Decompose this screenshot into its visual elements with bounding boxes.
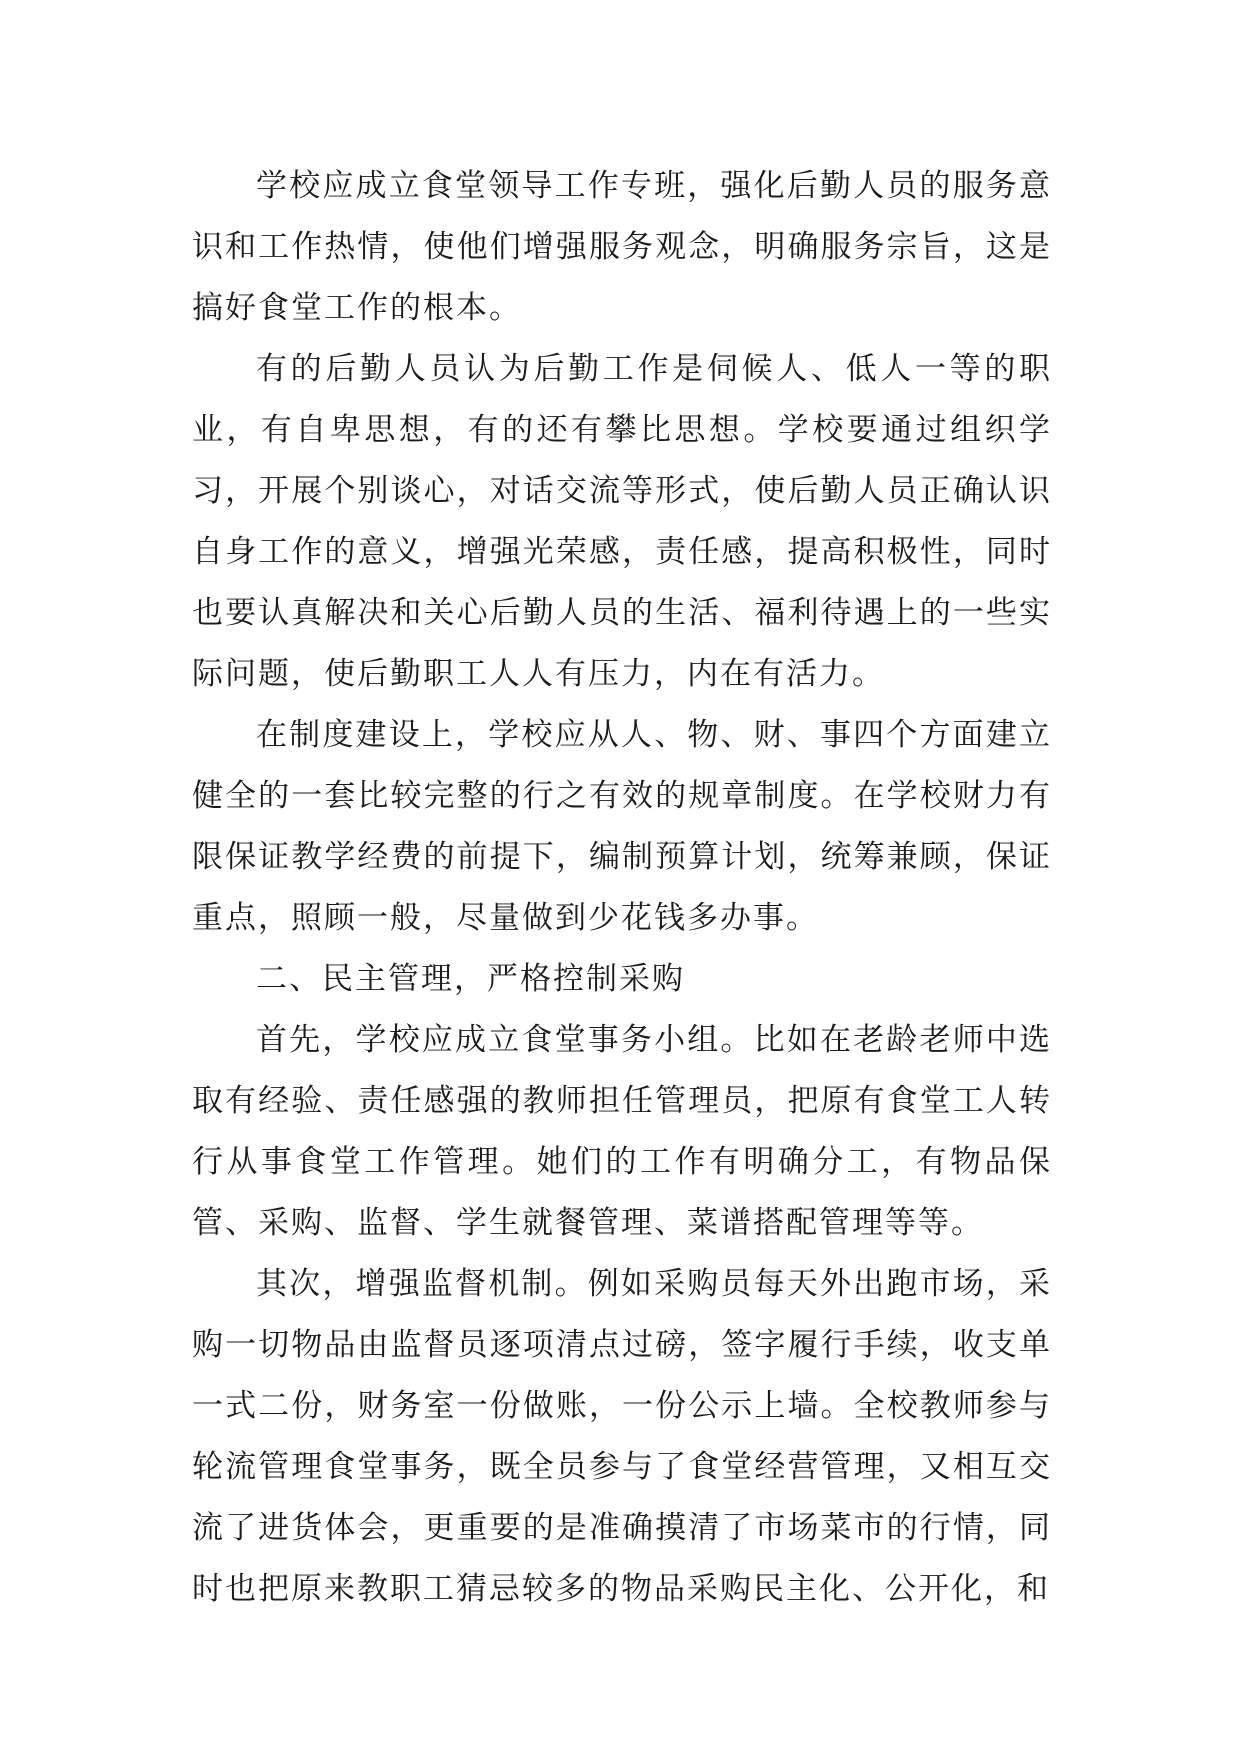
paragraph-system-building: 在制度建设上，学校应从人、物、财、事四个方面建立健全的一套比较完整的行之有效的规章制度。在学校财力有限保证教学经费的前提下，编制预算计划，统筹兼顾，保证重点，照顾一般，尽量做到少花钱多办事。	[192, 717, 1052, 936]
document-body	[192, 156, 1052, 1620]
section-heading-democratic-management: 二、民主管理，严格控制采购	[256, 961, 685, 997]
paragraph-affairs-group: 首先，学校应成立食堂事务小组。比如在老龄老师中选取有经验、责任感强的教师担任管理员，把原有食堂工人转行从事食堂工作管理。她们的工作有明确分工，有物品保管、采购、监督、学生就餐管理、菜谱搭配管理等等。	[192, 1022, 1052, 1241]
paragraph-supervision-mechanism: 其次，增强监督机制。例如采购员每天外出跑市场，采购一切物品由监督员逐项清点过磅，签字履行手续，收支单一式二份，财务室一份做账，一份公示上墙。全校教师参与轮流管理食堂事务，既全员参与了食堂经营管理，又相互交流了进货体会，更重要的是准确摸清了市场菜市的行情，同时也把原来教职工猜忌较多的物品采购民主化、公开化，和	[192, 1266, 1052, 1607]
paragraph-canteen-leadership: 学校应成立食堂领导工作专班，强化后勤人员的服务意识和工作热情，使他们增强服务观念，明确服务宗旨，这是搞好食堂工作的根本。	[192, 168, 1052, 326]
paragraph-staff-attitude: 有的后勤人员认为后勤工作是伺候人、低人一等的职业，有自卑思想，有的还有攀比思想。学校要通过组织学习，开展个别谈心，对话交流等形式，使后勤人员正确认识自身工作的意义，增强光荣感，责任感，提高积极性，同时也要认真解决和关心后勤人员的生活、福利待遇上的一些实际问题，使后勤职工人人有压力，内在有活力。	[192, 351, 1052, 692]
